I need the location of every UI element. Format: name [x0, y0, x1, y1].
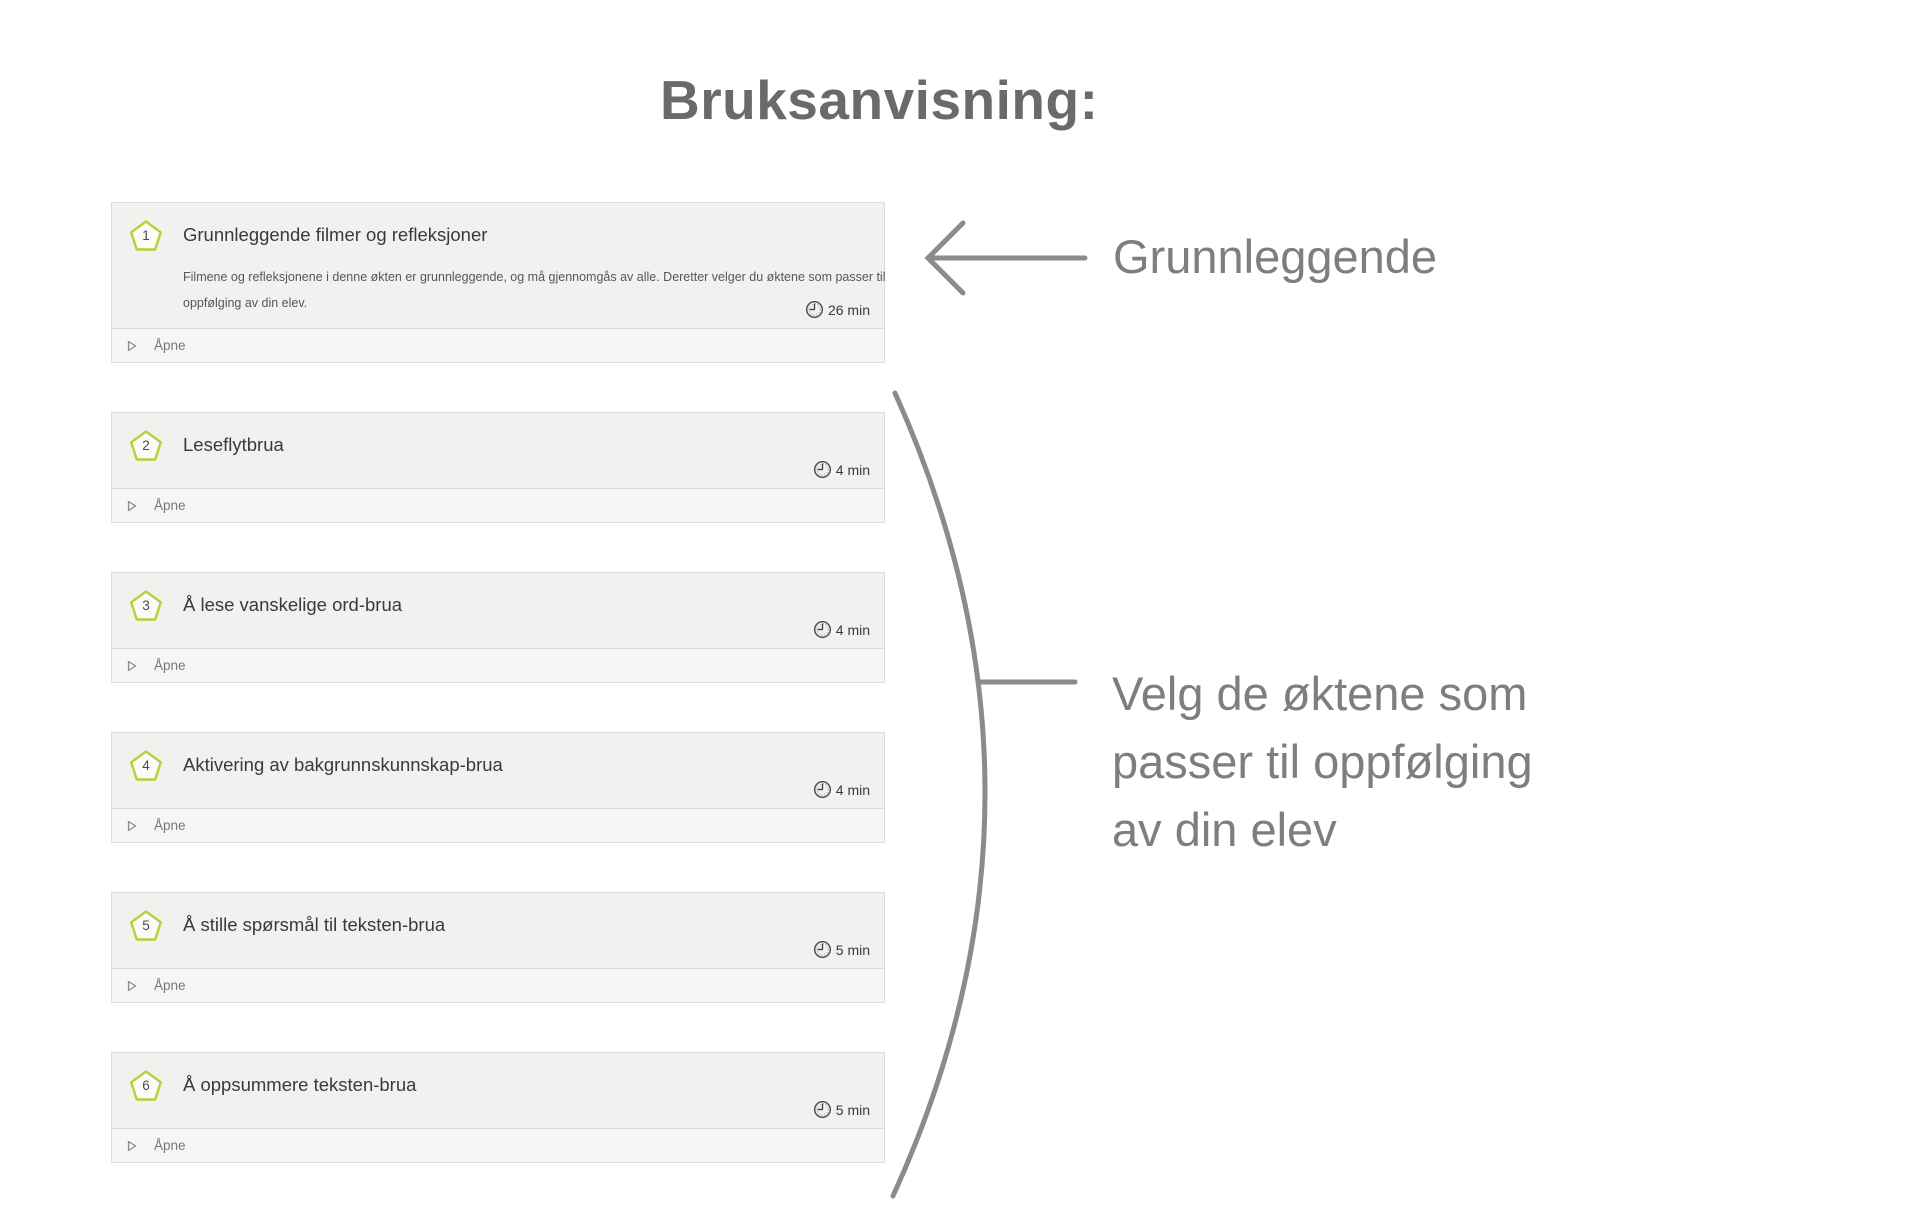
session-title: Leseflytbrua — [183, 434, 284, 455]
open-button[interactable] — [112, 968, 884, 1002]
clock-icon — [813, 460, 832, 479]
session-card-1 — [111, 202, 885, 363]
open-button-label: Åpne — [154, 498, 186, 513]
play-icon — [127, 980, 137, 992]
duration-label: 5 min — [835, 1101, 870, 1118]
session-card-body — [112, 203, 884, 328]
session-duration — [813, 940, 870, 959]
clock-icon — [813, 940, 832, 959]
session-card-5 — [111, 892, 885, 1003]
session-title: Aktivering av bakgrunnskunnskap-brua — [183, 754, 503, 775]
session-description: Filmene og refleksjonene i denne økten er grunnleggende, og må gjennomgås av alle. Deretter velger du øktene som passer til oppfølging av din elev. — [183, 270, 886, 310]
play-icon — [127, 820, 137, 832]
open-button-label: Åpne — [154, 658, 186, 673]
duration-label: 26 min — [827, 301, 870, 318]
pentagon-number-badge — [129, 429, 163, 462]
clock-icon — [813, 1100, 832, 1119]
session-title: Å oppsummere teksten-brua — [183, 1074, 417, 1095]
brace-annotation-line-1: Velg de øktene som — [1112, 667, 1528, 720]
brace-curve-icon — [893, 393, 1075, 1196]
session-number: 1 — [142, 228, 150, 243]
pentagon-number-badge — [129, 1069, 163, 1102]
open-button[interactable] — [112, 1128, 884, 1162]
session-duration — [813, 620, 870, 639]
open-button-label: Åpne — [154, 338, 186, 353]
play-icon — [127, 1140, 137, 1152]
play-icon — [127, 500, 137, 512]
left-arrow-icon — [928, 223, 1085, 293]
open-button-label: Åpne — [154, 978, 186, 993]
clock-icon — [805, 300, 824, 319]
open-button-label: Åpne — [154, 1138, 186, 1153]
open-button[interactable] — [112, 488, 884, 522]
open-button[interactable] — [112, 648, 884, 682]
session-number: 6 — [142, 1078, 150, 1093]
session-card-body — [112, 893, 884, 968]
session-card-body — [112, 573, 884, 648]
arrow-annotation-label: Grunnleggende — [1113, 230, 1438, 283]
open-button-label: Åpne — [154, 818, 186, 833]
session-duration — [805, 300, 870, 319]
clock-icon — [813, 780, 832, 799]
session-title: Å stille spørsmål til teksten-brua — [183, 914, 446, 935]
duration-label: 5 min — [835, 941, 870, 958]
session-title: Å lese vanskelige ord-brua — [183, 594, 403, 615]
session-number: 3 — [142, 598, 150, 613]
open-button[interactable] — [112, 808, 884, 842]
session-card-body — [112, 413, 884, 488]
session-title: Grunnleggende filmer og refleksjoner — [183, 224, 488, 245]
brace-annotation-line-3: av din elev — [1112, 803, 1337, 856]
page-title: Bruksanvisning: — [660, 69, 1099, 131]
session-card-6 — [111, 1052, 885, 1163]
session-card-4 — [111, 732, 885, 843]
session-card-body — [112, 1053, 884, 1128]
open-button[interactable] — [112, 328, 884, 362]
pentagon-number-badge — [129, 219, 163, 252]
session-number: 5 — [142, 918, 150, 933]
duration-label: 4 min — [835, 621, 870, 638]
pentagon-number-badge — [129, 589, 163, 622]
session-number: 2 — [142, 438, 150, 453]
play-icon — [127, 660, 137, 672]
play-icon — [127, 340, 137, 352]
pentagon-number-badge — [129, 749, 163, 782]
session-card-2 — [111, 412, 885, 523]
brace-annotation-line-2: passer til oppfølging — [1112, 735, 1533, 788]
session-card-3 — [111, 572, 885, 683]
session-duration — [813, 1100, 870, 1119]
session-number: 4 — [142, 758, 150, 773]
duration-label: 4 min — [835, 461, 870, 478]
session-duration — [813, 780, 870, 799]
session-card-body — [112, 733, 884, 808]
session-duration — [813, 460, 870, 479]
duration-label: 4 min — [835, 781, 870, 798]
clock-icon — [813, 620, 832, 639]
brace-annotation-label — [1112, 660, 1533, 864]
pentagon-number-badge — [129, 909, 163, 942]
